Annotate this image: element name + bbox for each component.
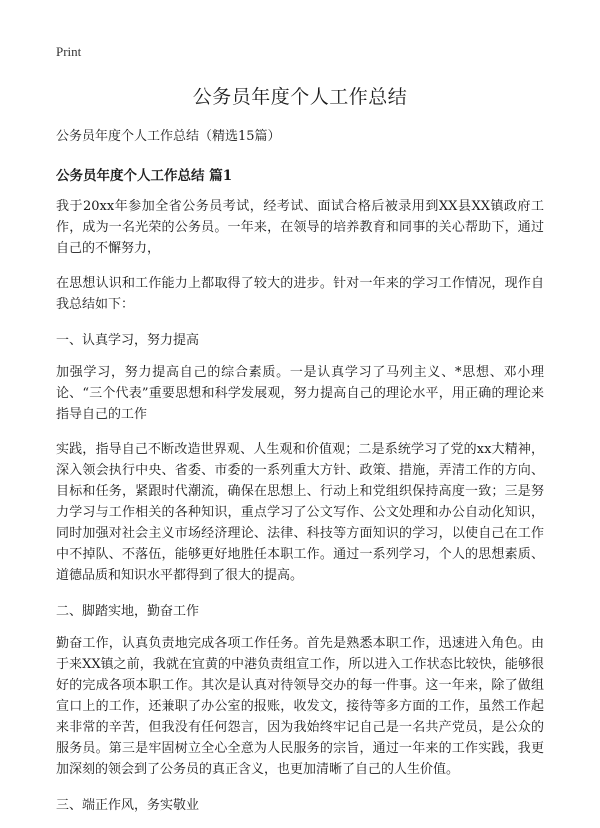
document-subtitle: 公务员年度个人工作总结（精选15篇）	[56, 129, 281, 144]
section-title: 公务员年度个人工作总结 篇1	[56, 168, 233, 184]
paragraph-intro: 我于20xx年参加全省公务员考试，经考试、面试合格后被录用到XX县XX镇政府工作，成为一名光荣的公务员。一年来，在领导的培养教育和同事的关心帮助下，通过自己的不懈努力，	[56, 199, 544, 256]
paragraph-study-practice: 实践，指导自己不断改造世界观、人生观和价值观；二是系统学习了党的xx大精神，深入领会执行中央、省委、市委的一系列重大方针、政策、措施，弄清工作的方向、目标和任务，紧跟时代潮流，确保在思想上、行动上和党组织保持高度一致；三是努力学习与工作相关的各种知识，重点学习了公文写作、公文处理和办公自动化知识，同时加强对社会主义市场经济理论、法律、科技等方面知识的学习，以使自己在工作中不掉队、不落伍，能够更好地胜任本职工作。通过一系列学习，个人的思想素质、道德品质和知识水平都得到了很大的提高。	[56, 442, 544, 583]
print-label[interactable]: Print	[56, 44, 82, 59]
paragraph-study-theory: 加强学习，努力提高自己的综合素质。一是认真学习了马列主义、*思想、邓小理论、“三个代表”重要思想和科学发展观，努力提高自己的理论水平，用正确的理论来指导自己的工作	[56, 365, 544, 422]
heading-work: 二、脚踏实地，勤奋工作	[56, 604, 200, 619]
document-title: 公务员年度个人工作总结	[192, 86, 408, 108]
paragraph-work: 勤奋工作，认真负责地完成各项工作任务。首先是熟悉本职工作，迅速进入角色。由于来XX镇之前，我就在宜黄的中港负责组宣工作，所以进入工作状态比较快，能够很好的完成各项本职工作。其次是认真对待领导交办的每一件事。这一年来，除了做组宣口上的工作，还兼职了办公室的报账，收发文，接待等多方面的工作，虽然工作起来非常的辛苦，但我没有任何怨言，因为我始终牢记自己是一名共产党员，是公众的服务员。第三是牢固树立全心全意为人民服务的宗旨，通过一年来的工作实践，我更加深刻的领会到了公务员的真正含义，也更加清晰了自己的人生价值。	[56, 636, 544, 777]
heading-style: 三、端正作风，务实敬业	[56, 798, 200, 813]
heading-study: 一、认真学习，努力提高	[56, 333, 200, 348]
paragraph-summary-lead: 在思想认识和工作能力上都取得了较大的进步。针对一年来的学习工作情况，现作自我总结如下：	[56, 276, 544, 312]
